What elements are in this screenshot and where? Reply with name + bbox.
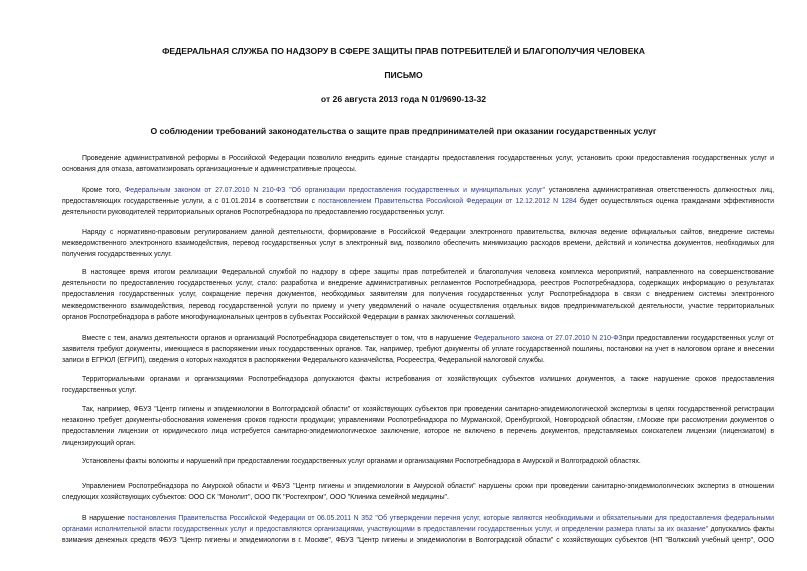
paragraph-law-210 (62, 185, 774, 219)
paragraph-decree-352 (62, 513, 774, 547)
paragraph-red-tape (62, 456, 774, 467)
paragraph-line: Наряду с нормативно-правовым регулированием данной деятельности, формирование в Российской Федерации электронного правительства, включая ведение официальных сайтов, внедрение системы (82, 229, 774, 236)
paragraph-line (62, 333, 774, 344)
agency-title: ФЕДЕРАЛЬНАЯ СЛУЖБА ПО НАДЗОРУ В СФЕРЕ ЗАЩИТЫ ПРАВ ПОТРЕБИТЕЛЕЙ И БЛАГОПОЛУЧИЯ ЧЕЛОВЕКА (162, 46, 645, 56)
paragraph-line: записи в ЕГРЮЛ (ЕГРИП), сведения о которых находятся в распоряжении Федерального казначейства, Росреестра, Федеральной налоговой службы. (62, 357, 545, 365)
decree-1284-link[interactable]: постановлением Правительства Российской Федерации от 12.12.2012 N 1284 (318, 198, 577, 206)
paragraph-line (62, 196, 774, 207)
paragraph-amur (62, 481, 774, 503)
paragraph-line: деятельности по предоставлению государственных услуг, стало: разработка и внедрение административных регламентов Роспотребнадзора, реестров Роспотребнадзора, содержащих информацию о результатах (62, 280, 774, 288)
paragraph-reform (62, 153, 774, 175)
paragraph-results (62, 267, 774, 323)
paragraph-line: следующих хозяйствующих субъектов: ООО СК "Монолит", ООО ПК "Ростехпром", ООО "Клиника семейной медицины". (62, 494, 449, 502)
paragraph-violations (62, 333, 774, 367)
line-text: предоставляющих государственные услуги, а с 01.01.2014 в соответствии с (62, 198, 319, 206)
paragraph-line: В настоящее время итогом реализации Федеральной службой по надзору в сфере защиты прав потребителей и благополучия человека комплекса мероприятий, направленного на совершенствование (82, 269, 774, 276)
line-text: при предоставлении государственных услуг от (622, 335, 774, 342)
paragraph-line: деятельности руководителей территориальных органов Роспотребнадзора по предоставлению государственных услуг. (62, 209, 445, 217)
paragraph-line: Установлены факты волокиты и нарушений при предоставлении государственных услуг органами и организациями Роспотребнадзора в Амурской и Волгоградской областях. (82, 458, 641, 465)
paragraph-excess-documents (62, 374, 774, 396)
document-subject: О соблюдении требований законодательства о защите прав предпринимателей при оказании государственных услуг (150, 126, 657, 136)
law-210-link[interactable]: Федеральным законом от 27.07.2010 N 210-ФЗ "Об организации предоставления государственных и муниципальных услуг" (124, 187, 545, 194)
paragraph-line: лицензирующий орган. (62, 439, 136, 447)
document-date-number: от 26 августа 2013 года N 01/9690-13-32 (320, 94, 487, 104)
paragraph-line: Территориальными органами и организациями Роспотребнадзора допускаются факты истребования от хозяйствующих субъектов излишних документов, а также нарушение сроков предоставления (82, 376, 774, 383)
paragraph-examples (62, 404, 774, 449)
paragraph-line: государственных услуг. (62, 387, 137, 395)
paragraph-line: получения государственных услуг. (62, 251, 172, 259)
line-text: допускались факты (708, 526, 774, 534)
paragraph-line (62, 513, 774, 524)
document-type: ПИСЬМО (384, 70, 423, 80)
paragraph-line: взимания денежных средств ФБУЗ "Центр гигиены и эпидемиологии в г. Москве", ФБУЗ "Центр гигиены и эпидемиологии в Волгоградской области" с хозяйствующих субъектов (НП "Волжский учебный центр", ООО (62, 537, 774, 545)
paragraph-line (62, 185, 774, 196)
paragraph-line: Так, например, ФБУЗ "Центр гигиены и эпидемиологии в Волгоградской области" от хозяйствующих субъектов при проведении санитарно-эпидемиологической экспертизы в целях государственной регистрации (82, 406, 774, 413)
paragraph-line: межведомственного взаимодействия, перевод государственной услуги по приему и учету уведомлений о начале осуществления отдельных видов предпринимательской деятельности, участие территориальных (62, 302, 774, 310)
line-text: Кроме того, (82, 187, 125, 194)
law-210-link-2[interactable]: Федерального закона от 27.07.2010 N 210-ФЗ (473, 335, 623, 342)
decree-352-link-cont[interactable]: органами исполнительной власти государственных услуг и предоставляются организациями, участвующими в предоставлении государственных услуг, и определении размера платы за их оказание" (62, 526, 709, 534)
paragraph-line: предоставления государственных услуг, сокращение перечня документов, необходимых заявителям для получения государственных услуг Роспотребнадзора в связи с внедрением системы электронного (62, 291, 774, 299)
paragraph-line: незаконно требует документы-обоснования изменения сроков годности продукции; управлениями Роспотребнадзора по Мурманской, Оренбургской, Новгородской областям, г.Москве при рассмотрении документов о (62, 417, 774, 425)
paragraph-line: предоставлении лицензии от юридического лица истребуется санитарно-эпидемиологическое заключение, которое не включено в перечень документов, представляемых соискателем лицензии (лицензиатом) в (62, 428, 774, 436)
line-text: будет осуществляться оценка гражданами эффективности (576, 198, 774, 206)
paragraph-line: заявителя требуют документы, имеющиеся в распоряжении иных государственных органов. Так, например, требуют документы об уплате государственной пошлины, постановки на учет в налоговом органе и внесении (62, 346, 774, 354)
paragraph-line: межведомственного электронного взаимодействия, перевод государственных услуг в электронный вид, позволило обеспечить минимизацию расходов времени, действий и количества документов, необходимых для (62, 240, 774, 248)
paragraph-e-government (62, 227, 774, 261)
paragraph-line: Проведение административной реформы в Российской Федерации позволило внедрить единые стандарты предоставления государственных услуг, установить сроки предоставления государственных услуг и (82, 155, 774, 162)
paragraph-line (62, 524, 774, 535)
decree-352-link[interactable]: постановления Правительства Российской Федерации от 06.05.2011 N 352 "Об утверждении перечня услуг, которые являются необходимыми и обязательными для предоставления федеральными (127, 515, 774, 522)
line-text: установлена административная ответственность должностных лиц, (545, 187, 774, 194)
line-text: В нарушение (82, 515, 128, 522)
paragraph-line: Управлением Роспотребнадзора по Амурской области и ФБУЗ "Центр гигиены и эпидемиологии в Амурской области" нарушены сроки при проведении санитарно-эпидемиологических экспертиз в отношении (82, 483, 774, 490)
paragraph-line: органов Роспотребнадзора в работе многофункциональных центров в субъектах Российской Федерации в рамках заключенных соглашений. (62, 313, 516, 321)
line-text: Вместе с тем, анализ деятельности органов и организаций Роспотребнадзора свидетельствует о том, что в нарушение (82, 335, 474, 342)
paragraph-line: основания для отказа, автоматизировать организационные и административные процессы. (62, 166, 357, 174)
